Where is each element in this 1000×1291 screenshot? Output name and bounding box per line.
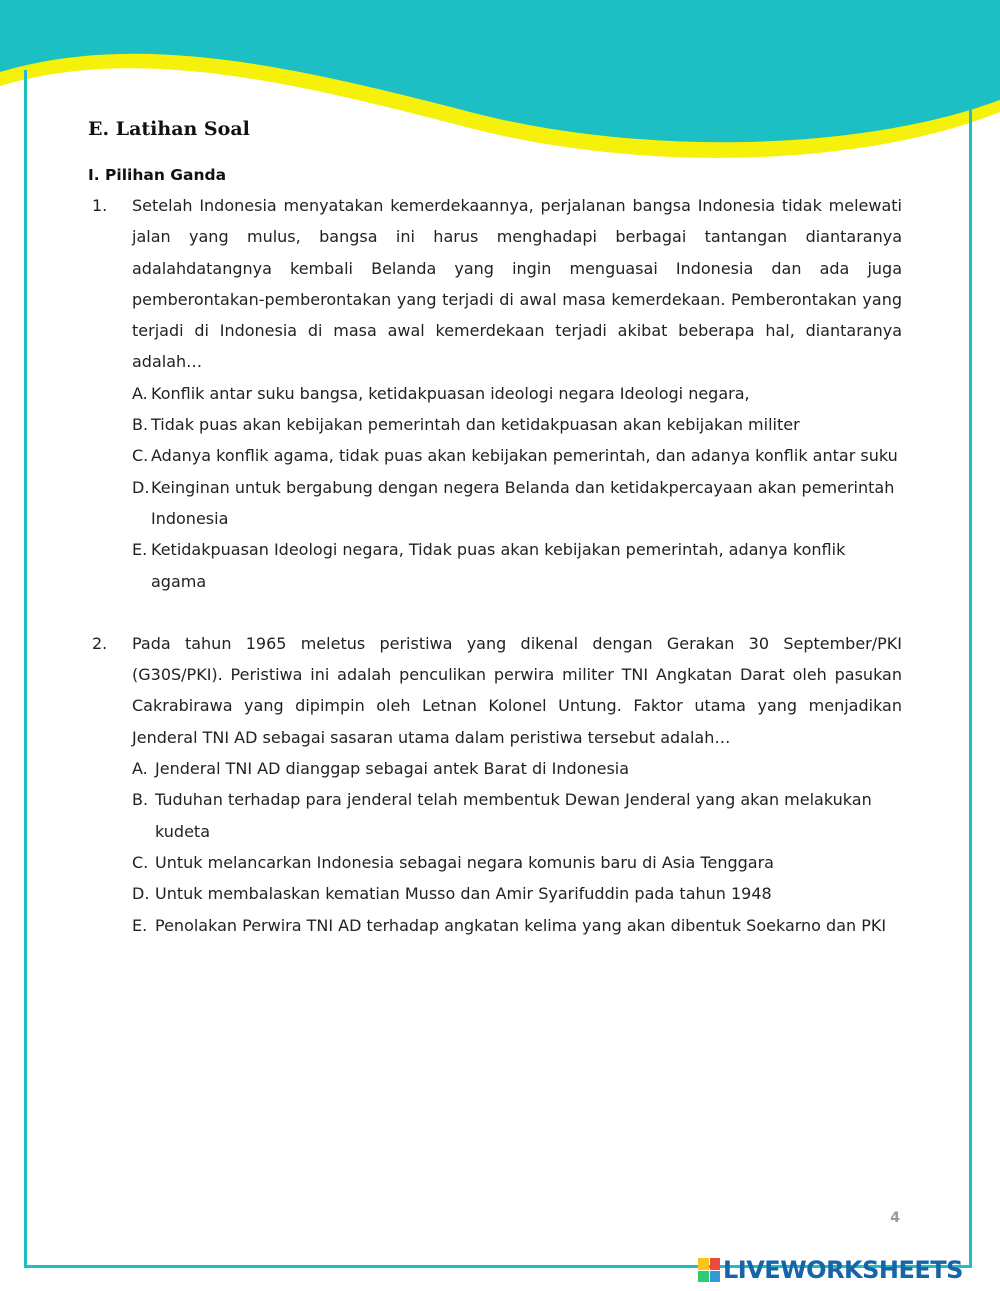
option-text: Keinginan untuk bergabung dengan negera Belanda dan ketidakpercayaan akan pemerintah Indonesia (151, 477, 895, 528)
liveworksheets-logo[interactable] (698, 1255, 963, 1285)
option-letter: E. (132, 540, 148, 560)
logo-text: LIVEWORKSHEETS (723, 1256, 963, 1284)
option-text: Untuk membalaskan kematian Musso dan Amir Syarifuddin pada tahun 1948 (155, 884, 772, 904)
option-letter: D. (132, 477, 150, 497)
option-a[interactable] (132, 378, 902, 409)
option-letter: C. (132, 446, 149, 466)
logo-square (698, 1271, 709, 1283)
logo-square (698, 1258, 709, 1270)
option-letter: A. (132, 383, 148, 403)
section-title: E. Latihan Soal (88, 118, 250, 140)
option-text: Ketidakpuasan Ideologi negara, Tidak puas akan kebijakan pemerintah, adanya konflik agama (151, 540, 846, 591)
option-e[interactable] (132, 534, 902, 597)
option-text: Tidak puas akan kebijakan pemerintah dan ketidakpuasan akan kebijakan militer (151, 415, 800, 435)
question-1 (88, 190, 902, 597)
worksheet-content (88, 118, 902, 941)
option-c[interactable] (132, 440, 902, 471)
sub-title: I. Pilihan Ganda (88, 166, 227, 184)
logo-square (710, 1271, 721, 1283)
option-c[interactable] (132, 847, 902, 878)
logo-icon (698, 1258, 720, 1282)
option-text: Untuk melancarkan Indonesia sebagai negara komunis baru di Asia Tenggara (155, 852, 774, 872)
option-text: Tuduhan terhadap para jenderal telah membentuk Dewan Jenderal yang akan melakukan kudeta (155, 790, 872, 841)
option-letter: E. (132, 915, 148, 935)
question-text: Setelah Indonesia menyatakan kemerdekaannya, perjalanan bangsa Indonesia tidak melewati jalan yang mulus, bangsa ini harus menghadapi berbagai tantangan diantaranya adalahdatangnya kembali Belanda yang ingin menguasai Indonesia dan ada juga pemberontakan-pemberontakan yang terjadi di awal masa kemerdekaan. Pemberontakan yang terjadi di Indonesia di masa awal kemerdekaan terjadi akibat beberapa hal, diantaranya adalah… (132, 196, 902, 372)
option-text: Jenderal TNI AD dianggap sebagai antek Barat di Indonesia (155, 759, 630, 779)
question-number: 2. (92, 633, 108, 653)
question-2 (88, 628, 902, 941)
question-text: Pada tahun 1965 meletus peristiwa yang dikenal dengan Gerakan 30 September/PKI (G30S/PKI). Peristiwa ini adalah penculikan perwira militer TNI Angkatan Darat oleh pasukan Cakrabirawa yang dipimpin oleh Letnan Kolonel Untung. Faktor utama yang menjadikan Jenderal TNI AD sebagai sasaran utama dalam peristiwa tersebut adalah… (132, 633, 902, 747)
option-letter: B. (132, 415, 149, 435)
option-b[interactable] (132, 409, 902, 440)
option-d[interactable] (132, 472, 902, 535)
question-spacer (88, 597, 902, 628)
page-number: 4 (890, 1210, 900, 1226)
option-a[interactable] (132, 753, 902, 784)
option-b[interactable] (132, 784, 902, 847)
option-letter: C. (132, 852, 149, 872)
option-e[interactable] (132, 910, 902, 941)
question-number: 1. (92, 196, 108, 215)
option-text: Adanya konflik agama, tidak puas akan kebijakan pemerintah, dan adanya konflik antar suku (151, 446, 898, 466)
logo-square (710, 1258, 721, 1270)
option-letter: A. (132, 759, 148, 779)
option-text: Konflik antar suku bangsa, ketidakpuasan ideologi negara Ideologi negara, (151, 383, 750, 403)
option-d[interactable] (132, 878, 902, 909)
option-letter: D. (132, 884, 150, 904)
option-text: Penolakan Perwira TNI AD terhadap angkatan kelima yang akan dibentuk Soekarno dan PKI (155, 915, 887, 935)
option-letter: B. (132, 790, 149, 810)
